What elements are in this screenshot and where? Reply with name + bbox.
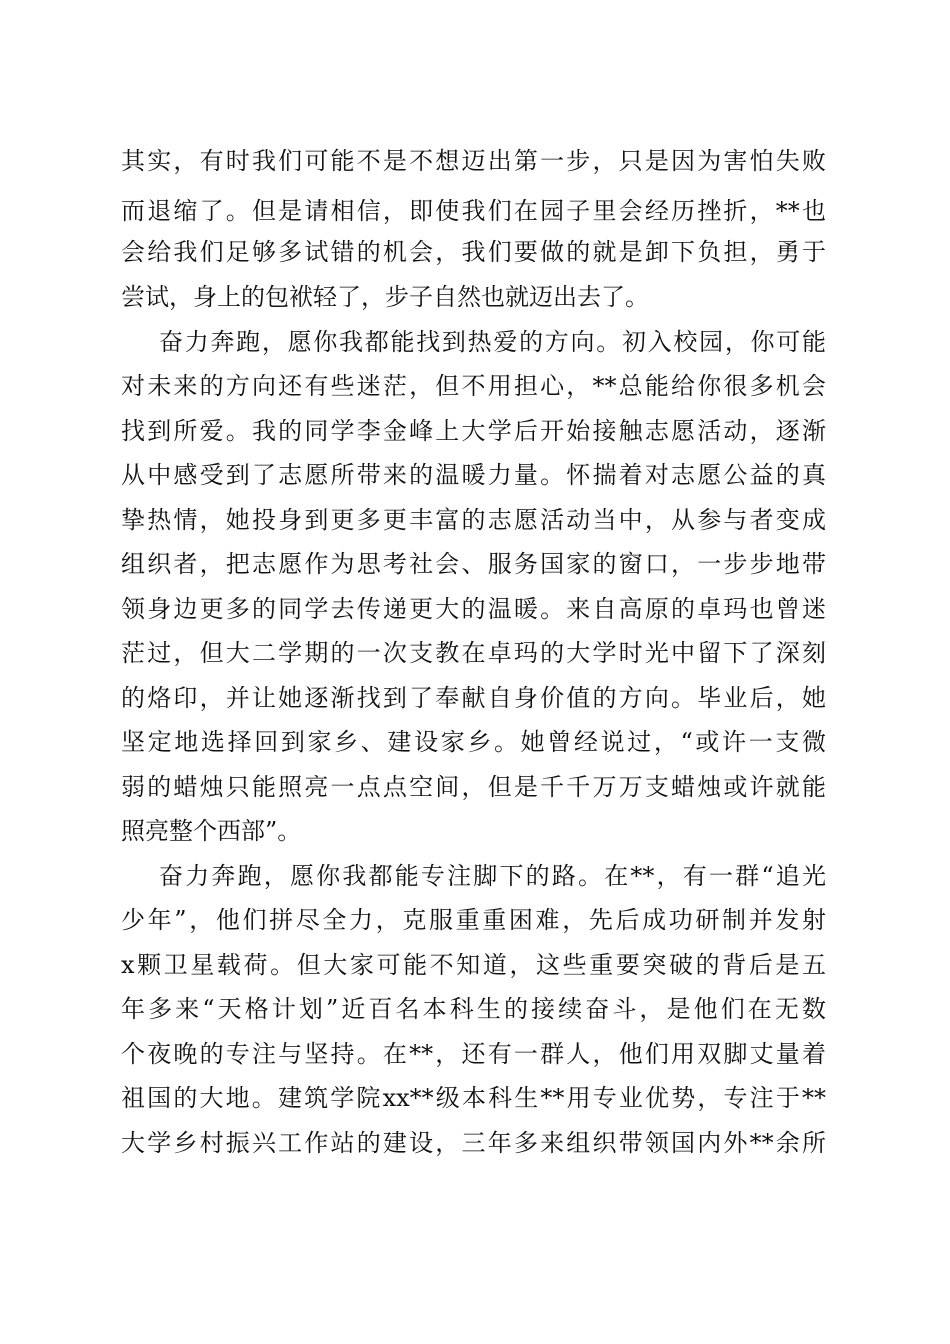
text-line: 对未来的方向还有些迷茫，但不用担心，**总能给你很多机会 [121,372,826,400]
text-line: 照亮整个西部”。 [121,817,302,845]
text-line: 茫过，但大二学期的一次支教在卓玛的大学时光中留下了深刻 [121,639,826,667]
text-line: 弱的蜡烛只能照亮一点点空间，但是千千万万支蜡烛或许就能 [121,773,826,801]
text-line: 的烙印，并让她逐渐找到了奉献自身价值的方向。毕业后，她 [121,684,826,712]
text-line: 年多来“天格计划”近百名本科生的接续奋斗，是他们在无数 [121,995,826,1023]
text-line: 祖国的大地。建筑学院xx**级本科生**用专业优势，专注于** [121,1084,826,1112]
text-line: 而退缩了。但是请相信，即使我们在园子里会经历挫折，**也 [121,197,826,225]
text-line: 从中感受到了志愿所带来的温暖力量。怀揣着对志愿公益的真 [121,461,826,489]
text-line: 坚定地选择回到家乡、建设家乡。她曾经说过，“或许一支微 [121,728,826,756]
text-line: x颗卫星载荷。但大家可能不知道，这些重要突破的背后是五 [121,951,826,979]
text-line: 找到所爱。我的同学李金峰上大学后开始接触志愿活动，逐渐 [121,417,826,445]
paragraph-first-line: 奋力奔跑，愿你我都能找到热爱的方向。初入校园，你可能 [159,328,826,356]
paragraph-first-line: 奋力奔跑，愿你我都能专注脚下的路。在**，有一群“追光 [159,862,826,890]
text-line: 领身边更多的同学去传递更大的温暖。来自高原的卓玛也曾迷 [121,595,826,623]
text-line: 其实，有时我们可能不是不想迈出第一步，只是因为害怕失败 [121,147,826,175]
text-line: 少年”，他们拼尽全力，克服重重困难，先后成功研制并发射 [121,906,826,934]
text-line: 组织者，把志愿作为思考社会、服务国家的窗口，一步步地带 [121,550,826,578]
text-line: 挚热情，她投身到更多更丰富的志愿活动当中，从参与者变成 [121,506,826,534]
text-line: 个夜晚的专注与坚持。在**，还有一群人，他们用双脚丈量着 [121,1040,826,1068]
text-line: 尝试，身上的包袱轻了，步子自然也就迈出去了。 [121,283,649,311]
text-line: 会给我们足够多试错的机会，我们要做的就是卸下负担，勇于 [121,238,826,266]
text-line: 大学乡村振兴工作站的建设，三年多来组织带领国内外**余所 [121,1129,826,1157]
